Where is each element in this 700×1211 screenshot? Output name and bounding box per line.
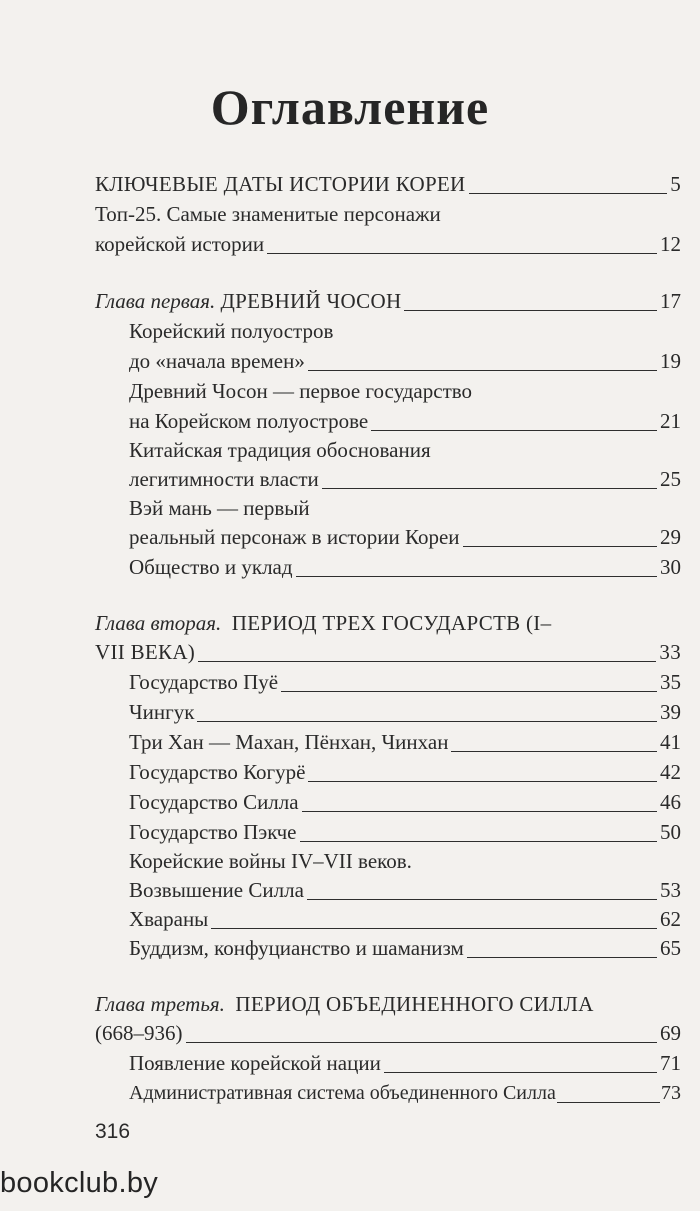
dot-leader (267, 253, 657, 254)
toc-entry-text: Древний Чосон — первое государство (129, 379, 473, 403)
toc-page-number: 29 (660, 525, 681, 549)
dot-leader (384, 1072, 657, 1073)
toc-page-number: 42 (660, 760, 681, 784)
toc-entry-top25 (95, 226, 681, 262)
toc-entry-text: Буддизм, конфуцианство и шаманизм (129, 936, 464, 960)
toc-page-number: 30 (660, 555, 681, 579)
dot-leader (302, 811, 657, 812)
chapter-label: Глава вторая. (95, 611, 222, 635)
toc-entry-text: Корейский полуостров (129, 319, 334, 343)
toc-page-number: 21 (660, 409, 681, 433)
chapter-title: (668–936) (95, 1021, 183, 1045)
toc-entry-text: реальный персонаж в истории Кореи (129, 525, 460, 549)
dot-leader (467, 957, 657, 958)
toc-entry-text: Государство Силла (129, 790, 299, 814)
toc-entry-text: Китайская традиция обоснования (129, 438, 431, 462)
chapter-title: ПЕРИОД ОБЪЕДИНЕННОГО СИЛЛА (235, 992, 594, 1016)
toc-page-number: 71 (660, 1051, 681, 1075)
watermark: bookclub.by (0, 1167, 159, 1199)
page-title: Оглавление (210, 79, 490, 135)
toc-entry-text: Вэй мань — первый (129, 496, 310, 520)
toc-page-number: 69 (660, 1021, 681, 1045)
toc-page-number: 46 (660, 790, 681, 814)
toc-entry-text: Топ-25. Самые знаменитые персонажи (95, 202, 441, 226)
toc-page-number: 41 (660, 730, 681, 754)
toc-page-number: 5 (670, 172, 681, 196)
dot-leader (300, 841, 657, 842)
dot-leader (322, 488, 657, 489)
toc-entry-text: Корейские войны IV–VII веков. (129, 849, 412, 873)
dot-leader (211, 928, 657, 929)
toc-entry-text: Государство Пуё (129, 670, 279, 694)
toc-entry-text: Появление корейской нации (129, 1051, 381, 1075)
dot-leader (469, 193, 668, 194)
chapter-label: Глава третья. (95, 992, 225, 1016)
toc-entry-text: Хвараны (129, 907, 209, 931)
toc-page-number: 12 (660, 232, 681, 256)
dot-leader (557, 1102, 660, 1103)
dot-leader (404, 310, 657, 311)
chapter-title: ПЕРИОД ТРЕХ ГОСУДАРСТВ (I– (231, 611, 552, 635)
toc-entry-text: на Корейском полуострове (129, 409, 369, 433)
toc-entry (129, 549, 681, 585)
dot-leader (186, 1042, 658, 1043)
toc-entry-text: Возвышение Силла (129, 878, 304, 902)
toc-entry-text: Административная система объединенного Силла (129, 1082, 556, 1104)
toc-page-number: 65 (660, 936, 681, 960)
toc-entry-text: Чингук (129, 700, 195, 724)
toc-entry (129, 1075, 681, 1111)
toc-entry-text: легитимности власти (129, 467, 319, 491)
toc-entry-text: Государство Когурё (129, 760, 306, 784)
chapter-label: Глава первая. (95, 289, 216, 313)
toc-page-number: 50 (660, 820, 681, 844)
dot-leader (198, 661, 656, 662)
toc-page-number: 33 (659, 640, 681, 664)
dot-leader (371, 430, 657, 431)
toc-page-number: 19 (660, 349, 681, 373)
dot-leader (308, 370, 657, 371)
chapter-title: ДРЕВНИЙ ЧОСОН (220, 289, 402, 313)
page-number: 316 (95, 1120, 131, 1143)
dot-leader (296, 576, 657, 577)
toc-entry-text: до «начала времен» (129, 349, 305, 373)
toc-entry (129, 930, 681, 966)
dot-leader (451, 751, 657, 752)
toc-page-number: 62 (660, 907, 681, 931)
dot-leader (308, 781, 657, 782)
toc-page-number: 73 (661, 1082, 681, 1104)
dot-leader (281, 691, 657, 692)
toc-entry-text: КЛЮЧЕВЫЕ ДАТЫ ИСТОРИИ КОРЕИ (95, 172, 466, 196)
toc-page-number: 35 (660, 670, 681, 694)
dot-leader (197, 721, 657, 722)
dot-leader (307, 899, 657, 900)
toc-entry-text: Государство Пэкче (129, 820, 297, 844)
chapter-title: VII ВЕКА) (95, 640, 196, 664)
toc-page-number: 53 (660, 878, 681, 902)
toc-entry-text: Три Хан — Махан, Пёнхан, Чинхан (129, 730, 449, 754)
toc-entry-text: корейской истории (95, 232, 265, 256)
toc-entry-text: Общество и уклад (129, 555, 293, 579)
toc-page-number: 25 (660, 467, 681, 491)
dot-leader (463, 546, 657, 547)
toc-page-number: 17 (660, 289, 681, 313)
toc-page-number: 39 (660, 700, 681, 724)
